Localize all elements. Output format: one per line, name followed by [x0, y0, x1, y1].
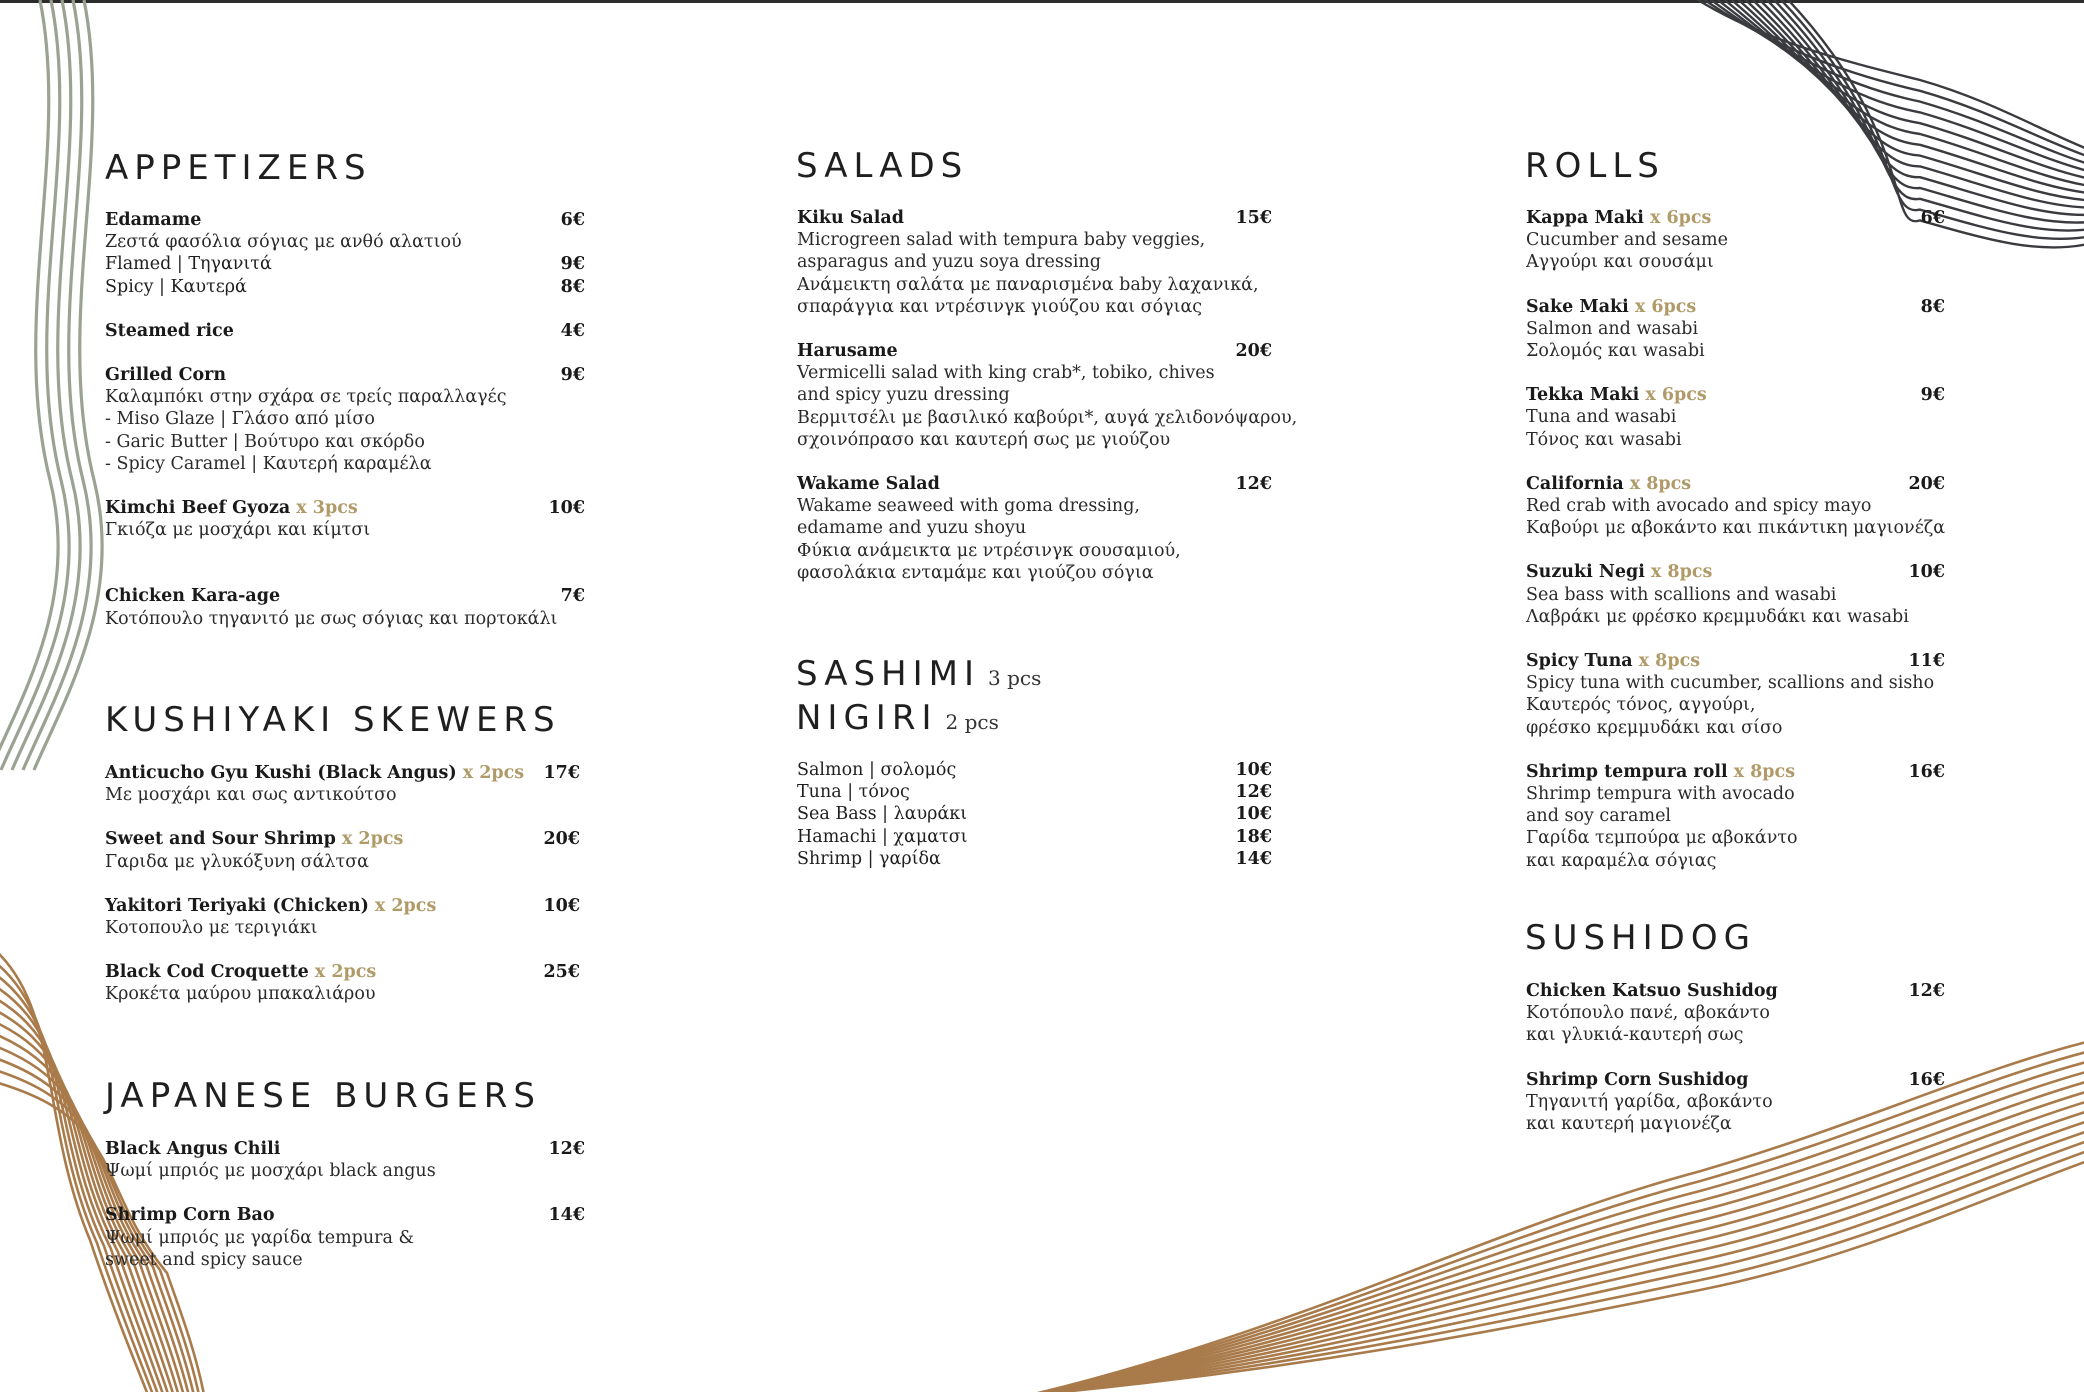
item-description: Γαριδα με γλυκόξυνη σάλτσα: [105, 851, 369, 872]
item-description: και καυτερή μαγιονέζα: [1526, 1114, 1732, 1135]
variant-label: Flamed | Τηγανιτά: [105, 254, 272, 275]
item-price: 14€: [548, 1205, 585, 1226]
item-quantity: x 2pcs: [374, 895, 437, 916]
item-name: Sake Maki: [1526, 296, 1629, 317]
wave-line-top-right: [1719, 0, 2084, 179]
item-name: Chicken Kara-age: [105, 586, 281, 607]
variant-row: [105, 253, 585, 275]
menu-item-chicken-katsuo-sushidog: [1526, 980, 1945, 1047]
wave-line-bottom-right: [1030, 1120, 2084, 1392]
sashimi-list: [797, 759, 1272, 870]
item-description: Ψωμί μπριός με γαρίδα tempura &: [105, 1227, 415, 1248]
menu-item-kimchi-beef-gyoza: [105, 497, 585, 541]
item-description: Κοτόπουλο πανέ, αβοκάντο: [1526, 1003, 1770, 1024]
item-quantity: x 8pcs: [1638, 651, 1701, 672]
variant-label: Spicy | Καυτερά: [105, 276, 247, 297]
item-price: 7€: [560, 586, 585, 607]
burgers-list: [105, 1138, 585, 1271]
wave-line-top-right: [1704, 0, 2084, 164]
section-title-sushidog: SUSHIDOG: [1525, 918, 1756, 958]
item-price: 10€: [543, 895, 580, 916]
sushidog-list: [1526, 980, 1945, 1135]
item-price: 20€: [1908, 473, 1945, 494]
sashimi-row: [797, 759, 1272, 781]
wave-line-bottom-right: [1030, 1091, 2084, 1392]
item-name: Tekka Maki: [1526, 385, 1640, 406]
item-price: 12€: [548, 1139, 585, 1159]
item-price: 20€: [1235, 341, 1272, 362]
item-price: 16€: [1908, 1069, 1945, 1090]
sashimi-label: Sea Bass | λαυράκι: [797, 804, 968, 825]
item-description: Σολομός και wasabi: [1526, 341, 1705, 362]
section-title-nigiri: [796, 698, 999, 738]
item-description: φασολάκια ενταμάμε και γιούζου σόγια: [797, 562, 1154, 583]
item-description: Κοτόπουλο τηγανιτό με σως σόγιας και πορτοκάλι: [105, 608, 558, 629]
menu-item-black-cod-croquette: [105, 961, 580, 1005]
item-name: Harusame: [797, 341, 898, 362]
wave-line-bottom-right: [1030, 1101, 2084, 1392]
sashimi-row: [797, 848, 1272, 870]
wave-line-left: [0, 0, 58, 770]
wave-line-left: [1, 0, 69, 770]
wave-line-top-right: [1755, 0, 2084, 215]
item-quantity: x 6pcs: [1634, 296, 1697, 317]
item-description: φρέσκο κρεμμυδάκι και σίσο: [1526, 717, 1783, 738]
wave-line-left: [12, 0, 80, 770]
item-price: 20€: [543, 829, 580, 850]
item-price: 11€: [1908, 651, 1945, 672]
item-description: - Garic Butter | Βούτυρο και σκόρδο: [105, 431, 425, 452]
item-description: Φύκια ανάμεικτα με ντρέσινγκ σουσαμιού,: [797, 540, 1181, 561]
menu-item-suzuki-negi: [1526, 561, 1945, 628]
item-quantity: x 2pcs: [314, 962, 377, 983]
item-quantity: x 8pcs: [1650, 562, 1713, 583]
section-title-kushiyaki: KUSHIYAKI SKEWERS: [105, 700, 561, 740]
menu-item-harusame: [797, 340, 1298, 451]
wave-line-bottom-right: [1030, 1111, 2084, 1392]
item-price: 17€: [543, 763, 580, 783]
item-price: 6€: [1920, 208, 1945, 228]
item-price: 15€: [1235, 208, 1272, 228]
wave-line-bottom-right: [1030, 1140, 2084, 1392]
item-quantity: x 6pcs: [1645, 385, 1707, 406]
wave-line-top-right: [1776, 0, 2084, 239]
wave-line-bottom-right: [1030, 1160, 2084, 1392]
item-description: Με μοσχάρι και σως αντικούτσο: [105, 785, 397, 806]
item-name: Suzuki Negi: [1526, 562, 1645, 583]
item-name: Kiku Salad: [797, 208, 904, 228]
item-description: Βερμιτσέλι με βασιλικό καβούρι*, αυγά χελιδονόψαρου,: [797, 407, 1298, 428]
wave-line-bottom-right: [1030, 1150, 2084, 1392]
sashimi-price: 10€: [1235, 760, 1272, 780]
item-price: 6€: [560, 210, 585, 230]
item-description: Λαβράκι με φρέσκο κρεμμυδάκι και wasabi: [1526, 606, 1909, 627]
item-description: - Miso Glaze | Γλάσο από μίσο: [105, 409, 375, 430]
sashimi-price: 18€: [1235, 826, 1272, 847]
item-description: sweet and spicy sauce: [105, 1249, 303, 1270]
item-description: Καυτερός τόνος, αγγούρι,: [1526, 695, 1756, 716]
item-name: Anticucho Gyu Kushi (Black Angus): [105, 763, 457, 783]
menu-item-anticucho: [105, 762, 580, 806]
item-description: Ζεστά φασόλια σόγιας με ανθό αλατιού: [105, 232, 462, 253]
item-price: 8€: [1920, 296, 1945, 317]
wave-line-top-right: [1697, 0, 2084, 157]
item-name: California: [1526, 473, 1624, 494]
item-description: - Spicy Caramel | Καυτερή καραμέλα: [105, 453, 432, 474]
item-price: 9€: [1920, 385, 1945, 406]
top-border: [0, 0, 2084, 3]
item-description: Cucumber and sesame: [1526, 230, 1728, 251]
menu-item-shrimp-corn-bao: [105, 1204, 585, 1271]
menu-item-kappa-maki: [1526, 207, 1945, 274]
nigiri-note: 2 pcs: [945, 710, 999, 734]
item-description: Spicy tuna with cucumber, scallions and sisho: [1526, 673, 1935, 694]
sashimi-label: Hamachi | χαματσι: [797, 826, 968, 847]
wave-line-top-right: [1726, 0, 2084, 186]
sashimi-label: Shrimp | γαρίδα: [797, 848, 941, 869]
item-name: Shrimp tempura roll: [1526, 761, 1728, 782]
sashimi-price: 10€: [1235, 804, 1272, 825]
wave-line-top-right: [1748, 0, 2084, 208]
menu-item-edamame: [105, 209, 585, 298]
sashimi-price: 14€: [1235, 848, 1272, 869]
item-description: Ανάμεικτη σαλάτα με παναρισμένα baby λαχανικά,: [797, 274, 1259, 295]
sashimi-row: [797, 781, 1272, 803]
item-name: Chicken Katsuo Sushidog: [1526, 981, 1778, 1001]
menu-item-wakame-salad: [797, 473, 1272, 584]
item-description: σχοινόπρασο και καυτερή σως με γιούζου: [797, 429, 1171, 450]
menu-item-sake-maki: [1526, 296, 1945, 363]
item-name: Kimchi Beef Gyoza: [105, 498, 291, 519]
item-price: 16€: [1908, 761, 1945, 782]
item-price: 4€: [560, 320, 585, 341]
sashimi-row: [797, 803, 1272, 825]
wave-line-top-right: [1690, 0, 2084, 150]
item-price: 10€: [548, 498, 585, 519]
rolls-list: [1526, 207, 1945, 872]
item-description: Sea bass with scallions and wasabi: [1526, 584, 1837, 605]
item-name: Edamame: [105, 210, 202, 230]
sashimi-row: [797, 826, 1272, 848]
item-name: Shrimp Corn Sushidog: [1526, 1069, 1749, 1090]
section-title-sashimi: [796, 654, 1041, 694]
item-variants: [105, 253, 585, 297]
menu-item-california: [1526, 473, 1945, 540]
menu-item-shrimp-corn-sushidog: [1526, 1069, 1945, 1136]
menu-item-tekka-maki: [1526, 384, 1945, 451]
item-description: Salmon and wasabi: [1526, 318, 1699, 339]
item-quantity: x 8pcs: [1733, 761, 1796, 782]
item-description: Γαρίδα τεμπούρα με αβοκάντο: [1526, 828, 1798, 849]
wave-line-top-right: [1740, 0, 2084, 200]
nigiri-title: NIGIRI: [796, 698, 938, 738]
menu-item-yakitori-teriyaki: [105, 895, 580, 939]
item-description: Tuna and wasabi: [1526, 407, 1677, 428]
menu-item-black-angus-chili: [105, 1138, 585, 1182]
item-description: edamame and yuzu shoyu: [797, 518, 1027, 539]
menu-item-grilled-corn: [105, 364, 585, 475]
item-description: και καραμέλα σόγιας: [1526, 850, 1717, 871]
sashimi-label: Tuna | τόνος: [797, 782, 910, 803]
item-description: Microgreen salad with tempura baby veggies,: [797, 230, 1206, 251]
item-price: 10€: [1908, 562, 1945, 583]
item-description: Τηγανιτή γαρίδα, αβοκάντο: [1526, 1091, 1773, 1112]
item-quantity: x 2pcs: [341, 829, 404, 850]
item-description: Τόνος και wasabi: [1526, 429, 1682, 450]
menu-item-shrimp-tempura-roll: [1526, 761, 1945, 872]
item-description: Red crab with avocado and spicy mayo: [1526, 496, 1872, 517]
item-description: Vermicelli salad with king crab*, tobiko, chives: [797, 363, 1215, 384]
variant-price: 9€: [560, 254, 585, 275]
wave-line-bottom-right: [1030, 1130, 2084, 1392]
wave-line-top-right: [1733, 0, 2084, 193]
menu-item-sweet-sour-shrimp: [105, 828, 580, 872]
wave-line-left: [23, 0, 91, 770]
item-description: και γλυκιά-καυτερή σως: [1526, 1025, 1744, 1046]
item-name: Sweet and Sour Shrimp: [105, 829, 336, 850]
wave-line-left: [34, 0, 102, 770]
item-description: and soy caramel: [1526, 806, 1672, 827]
item-quantity: x 3pcs: [296, 498, 358, 519]
item-description: Κροκέτα μαύρου μπακαλιάρου: [105, 984, 376, 1005]
item-description: Αγγούρι και σουσάμι: [1526, 252, 1714, 273]
item-description: Shrimp tempura with avocado: [1526, 784, 1795, 805]
item-description: and spicy yuzu dressing: [797, 385, 1010, 406]
wave-line-top-right: [1762, 0, 2084, 223]
item-description: asparagus and yuzu soya dressing: [797, 252, 1101, 273]
menu-item-kiku-salad: [797, 207, 1272, 318]
variant-row: [105, 276, 585, 298]
salads-list: [797, 207, 1298, 584]
sashimi-price: 12€: [1235, 782, 1272, 803]
item-quantity: x 6pcs: [1649, 208, 1712, 228]
item-name: Black Cod Croquette: [105, 962, 309, 983]
item-description: Ψωμί μπριός με μοσχάρι black angus: [105, 1161, 436, 1182]
item-description: σπαράγγια και ντρέσινγκ γιούζου και σόγιας: [797, 296, 1203, 317]
item-description: Wakame seaweed with goma dressing,: [797, 496, 1140, 517]
item-name: Shrimp Corn Bao: [105, 1205, 275, 1226]
item-name: Kappa Maki: [1526, 208, 1644, 228]
item-name: Grilled Corn: [105, 365, 227, 386]
item-name: Black Angus Chili: [105, 1139, 281, 1159]
item-quantity: x 2pcs: [462, 763, 525, 783]
wave-line-top-right: [1712, 0, 2084, 172]
item-name: Wakame Salad: [797, 474, 940, 495]
sashimi-title: SASHIMI: [796, 654, 981, 694]
menu-item-spicy-tuna: [1526, 650, 1945, 739]
menu-item-steamed-rice: [105, 320, 585, 342]
menu-item-chicken-kara-age: [105, 585, 585, 629]
item-quantity: x 8pcs: [1629, 473, 1692, 494]
sashimi-note: 3 pcs: [988, 666, 1042, 690]
sashimi-label: Salmon | σολομός: [797, 760, 957, 780]
item-price: 9€: [560, 365, 585, 386]
kushiyaki-list: [105, 762, 580, 1006]
item-description: Γκιόζα με μοσχάρι και κίμτσι: [105, 520, 371, 541]
item-name: Spicy Tuna: [1526, 651, 1633, 672]
item-name: Yakitori Teriyaki (Chicken): [105, 895, 369, 916]
section-title-salads: SALADS: [796, 146, 969, 186]
item-price: 25€: [543, 962, 580, 983]
variant-price: 8€: [560, 276, 585, 297]
item-description: Καλαμπόκι στην σχάρα σε τρείς παραλλαγές: [105, 387, 507, 408]
section-title-rolls: ROLLS: [1525, 146, 1665, 186]
item-description: Καβούρι με αβοκάντο και πικάντικη μαγιονέζα: [1526, 518, 1946, 539]
item-price: 12€: [1908, 981, 1945, 1001]
item-price: 12€: [1235, 474, 1272, 495]
section-title-appetizers: APPETIZERS: [105, 148, 372, 188]
item-description: Κοτοπουλο με τεριγιάκι: [105, 918, 318, 939]
appetizers-list: [105, 209, 585, 630]
section-title-japanese-burgers: JAPANESE BURGERS: [105, 1076, 541, 1116]
wave-line-top-right: [1769, 0, 2084, 231]
item-name: Steamed rice: [105, 320, 234, 341]
